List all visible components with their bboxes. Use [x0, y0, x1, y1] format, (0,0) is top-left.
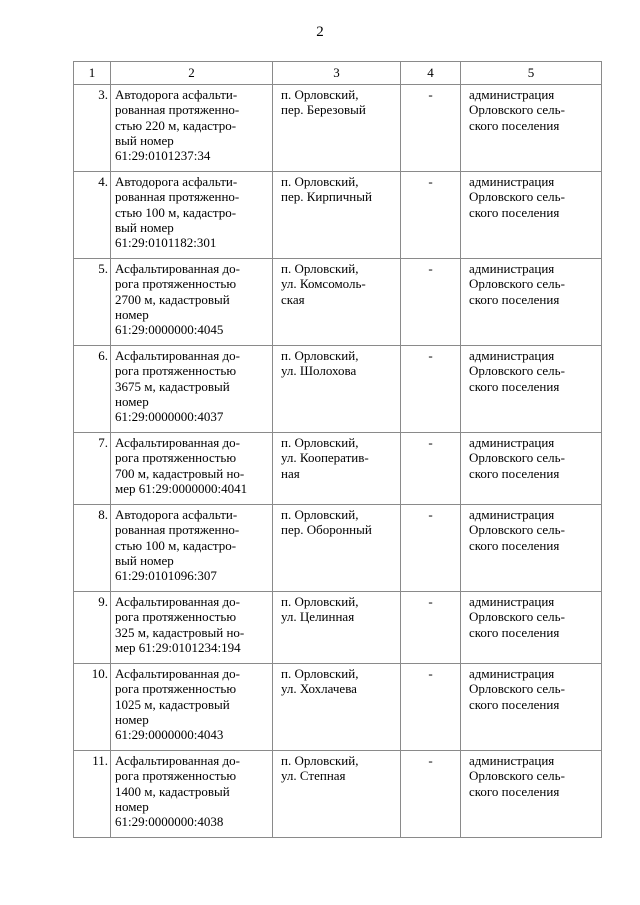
object-owner: администрация Орловского сель- ского поселения — [461, 751, 602, 838]
object-name: Автодорога асфальти- рованная протяженно- стью 100 м, кадастро- вый номер 61:29:0101182:301 — [111, 172, 273, 259]
row-number: 5. — [74, 259, 111, 346]
column-4-value: - — [401, 664, 461, 751]
object-address: п. Орловский, ул. Комсомоль- ская — [273, 259, 401, 346]
table-row — [74, 505, 602, 592]
column-header-2: 2 — [111, 62, 273, 85]
object-address: п. Орловский, ул. Кооператив- ная — [273, 433, 401, 505]
object-name: Асфальтированная до- рога протяженностью 3675 м, кадастровый номер 61:29:0000000:4037 — [111, 346, 273, 433]
column-header-5: 5 — [461, 62, 602, 85]
object-address: п. Орловский, ул. Целинная — [273, 592, 401, 664]
column-4-value: - — [401, 172, 461, 259]
object-owner: администрация Орловского сель- ского поселения — [461, 346, 602, 433]
column-4-value: - — [401, 259, 461, 346]
column-4-value: - — [401, 85, 461, 172]
column-4-value: - — [401, 592, 461, 664]
column-header-4: 4 — [401, 62, 461, 85]
object-name: Асфальтированная до- рога протяженностью 1025 м, кадастровый номер 61:29:0000000:4043 — [111, 664, 273, 751]
object-name: Автодорога асфальти- рованная протяженно- стью 220 м, кадастро- вый номер 61:29:0101237:34 — [111, 85, 273, 172]
page-number: 2 — [316, 24, 324, 40]
object-name: Асфальтированная до- рога протяженностью 700 м, кадастровый но- мер 61:29:0000000:4041 — [111, 433, 273, 505]
object-name: Асфальтированная до- рога протяженностью 2700 м, кадастровый номер 61:29:0000000:4045 — [111, 259, 273, 346]
table-row — [74, 346, 602, 433]
table-row — [74, 592, 602, 664]
object-name: Автодорога асфальти- рованная протяженно- стью 100 м, кадастро- вый номер 61:29:0101096:307 — [111, 505, 273, 592]
table-row — [74, 751, 602, 838]
object-name: Асфальтированная до- рога протяженностью 325 м, кадастровый но- мер 61:29:0101234:194 — [111, 592, 273, 664]
row-number: 9. — [74, 592, 111, 664]
object-owner: администрация Орловского сель- ского поселения — [461, 592, 602, 664]
table-row — [74, 172, 602, 259]
column-4-value: - — [401, 505, 461, 592]
object-address: п. Орловский, ул. Степная — [273, 751, 401, 838]
object-owner: администрация Орловского сель- ского поселения — [461, 664, 602, 751]
object-owner: администрация Орловского сель- ского поселения — [461, 433, 602, 505]
object-address: п. Орловский, пер. Березовый — [273, 85, 401, 172]
object-owner: администрация Орловского сель- ского поселения — [461, 85, 602, 172]
table-row — [74, 433, 602, 505]
object-address: п. Орловский, пер. Кирпичный — [273, 172, 401, 259]
row-number: 4. — [74, 172, 111, 259]
object-name: Асфальтированная до- рога протяженностью 1400 м, кадастровый номер 61:29:0000000:4038 — [111, 751, 273, 838]
object-owner: администрация Орловского сель- ского поселения — [461, 172, 602, 259]
object-address: п. Орловский, ул. Хохлачева — [273, 664, 401, 751]
table-row — [74, 664, 602, 751]
row-number: 8. — [74, 505, 111, 592]
object-address: п. Орловский, ул. Шолохова — [273, 346, 401, 433]
column-4-value: - — [401, 433, 461, 505]
column-header-1: 1 — [74, 62, 111, 85]
table-row — [74, 259, 602, 346]
row-number: 6. — [74, 346, 111, 433]
row-number: 7. — [74, 433, 111, 505]
road-registry-table — [73, 61, 602, 838]
row-number: 3. — [74, 85, 111, 172]
object-owner: администрация Орловского сель- ского поселения — [461, 259, 602, 346]
row-number: 11. — [74, 751, 111, 838]
table-row — [74, 85, 602, 172]
column-4-value: - — [401, 751, 461, 838]
table-header-row — [74, 62, 602, 85]
object-owner: администрация Орловского сель- ского поселения — [461, 505, 602, 592]
column-4-value: - — [401, 346, 461, 433]
row-number: 10. — [74, 664, 111, 751]
column-header-3: 3 — [273, 62, 401, 85]
object-address: п. Орловский, пер. Оборонный — [273, 505, 401, 592]
